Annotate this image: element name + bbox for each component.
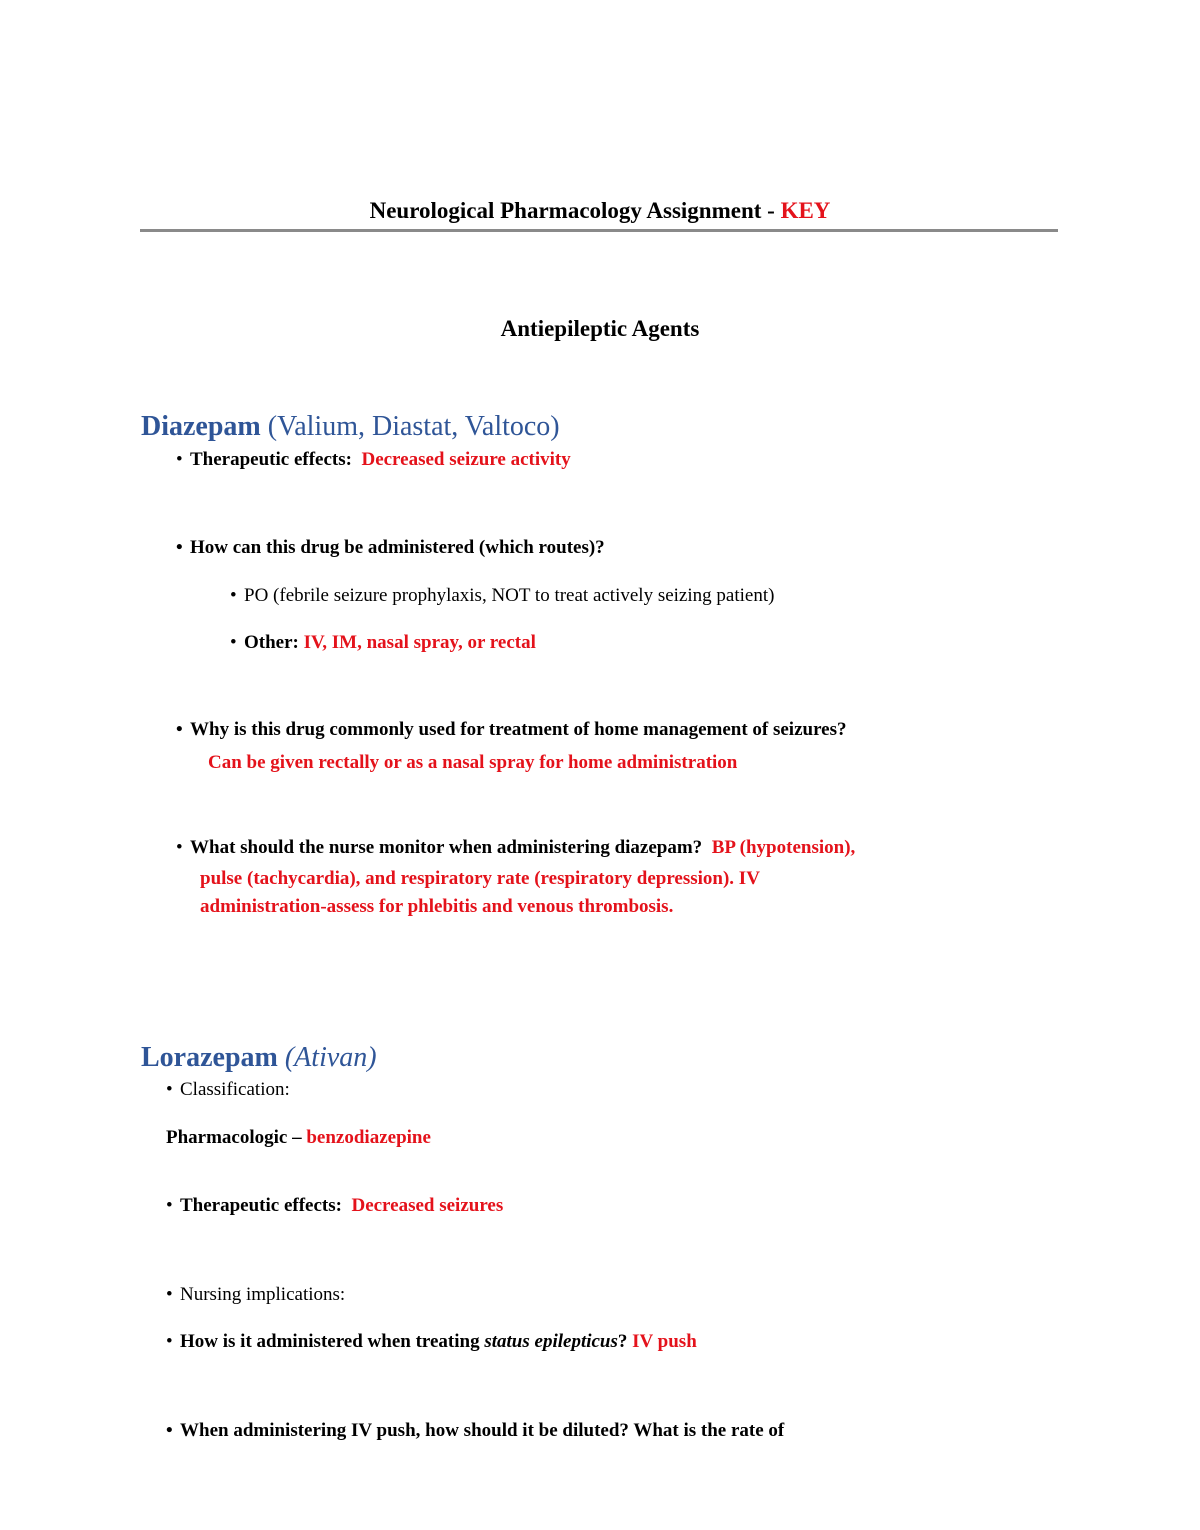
lorazepam-therapeutic: • Therapeutic effects: Decreased seizures xyxy=(166,1195,504,1216)
page-title: Neurological Pharmacology Assignment - KEY xyxy=(369,198,831,223)
diazepam-home-question: • Why is this drug commonly used for treatment of home management of seizures? xyxy=(176,719,847,740)
bullet-icon: • xyxy=(176,449,183,470)
bullet-icon: • xyxy=(166,1079,173,1100)
lorazepam-dilute-question: • When administering IV push, how should it be diluted? What is the rate of xyxy=(166,1420,785,1441)
bullet-icon: • xyxy=(166,1420,173,1441)
diazepam-monitor-answer-line2: pulse (tachycardia), and respiratory rate (respiratory depression). IV xyxy=(200,868,760,889)
diazepam-routes-question: • How can this drug be administered (which routes)? xyxy=(176,537,605,558)
lorazepam-classification: • Classification: xyxy=(166,1079,290,1100)
diazepam-therapeutic: • Therapeutic effects: Decreased seizure activity xyxy=(176,449,571,470)
drug-heading-diazepam: Diazepam (Valium, Diastat, Valtoco) xyxy=(141,411,560,442)
bullet-icon: • xyxy=(176,837,183,858)
bullet-icon: • xyxy=(166,1284,173,1305)
key-label: KEY xyxy=(780,198,831,223)
bullet-icon: • xyxy=(166,1195,173,1216)
title-divider xyxy=(140,229,1058,232)
lorazepam-pharmacologic: Pharmacologic – benzodiazepine xyxy=(166,1127,431,1148)
section-title: Antiepileptic Agents xyxy=(500,316,700,341)
bullet-icon: • xyxy=(166,1331,173,1352)
bullet-icon: • xyxy=(176,537,183,558)
lorazepam-nursing-implications: • Nursing implications: xyxy=(166,1284,346,1305)
lorazepam-status-question: • How is it administered when treating status epilepticus? IV push xyxy=(166,1331,697,1352)
drug-heading-lorazepam: Lorazepam (Ativan) xyxy=(141,1042,377,1073)
diazepam-monitor-question: • What should the nurse monitor when administering diazepam? BP (hypotension), xyxy=(176,837,856,858)
diazepam-route-po: • PO (febrile seizure prophylaxis, NOT to treat actively seizing patient) xyxy=(230,585,775,606)
diazepam-monitor-answer-line3: administration-assess for phlebitis and venous thrombosis. xyxy=(200,896,674,917)
diazepam-route-other: • Other: IV, IM, nasal spray, or rectal xyxy=(230,632,536,653)
bullet-icon: • xyxy=(176,719,183,740)
diazepam-home-answer: Can be given rectally or as a nasal spray for home administration xyxy=(208,752,738,773)
bullet-icon: • xyxy=(230,585,237,606)
bullet-icon: • xyxy=(230,632,237,653)
